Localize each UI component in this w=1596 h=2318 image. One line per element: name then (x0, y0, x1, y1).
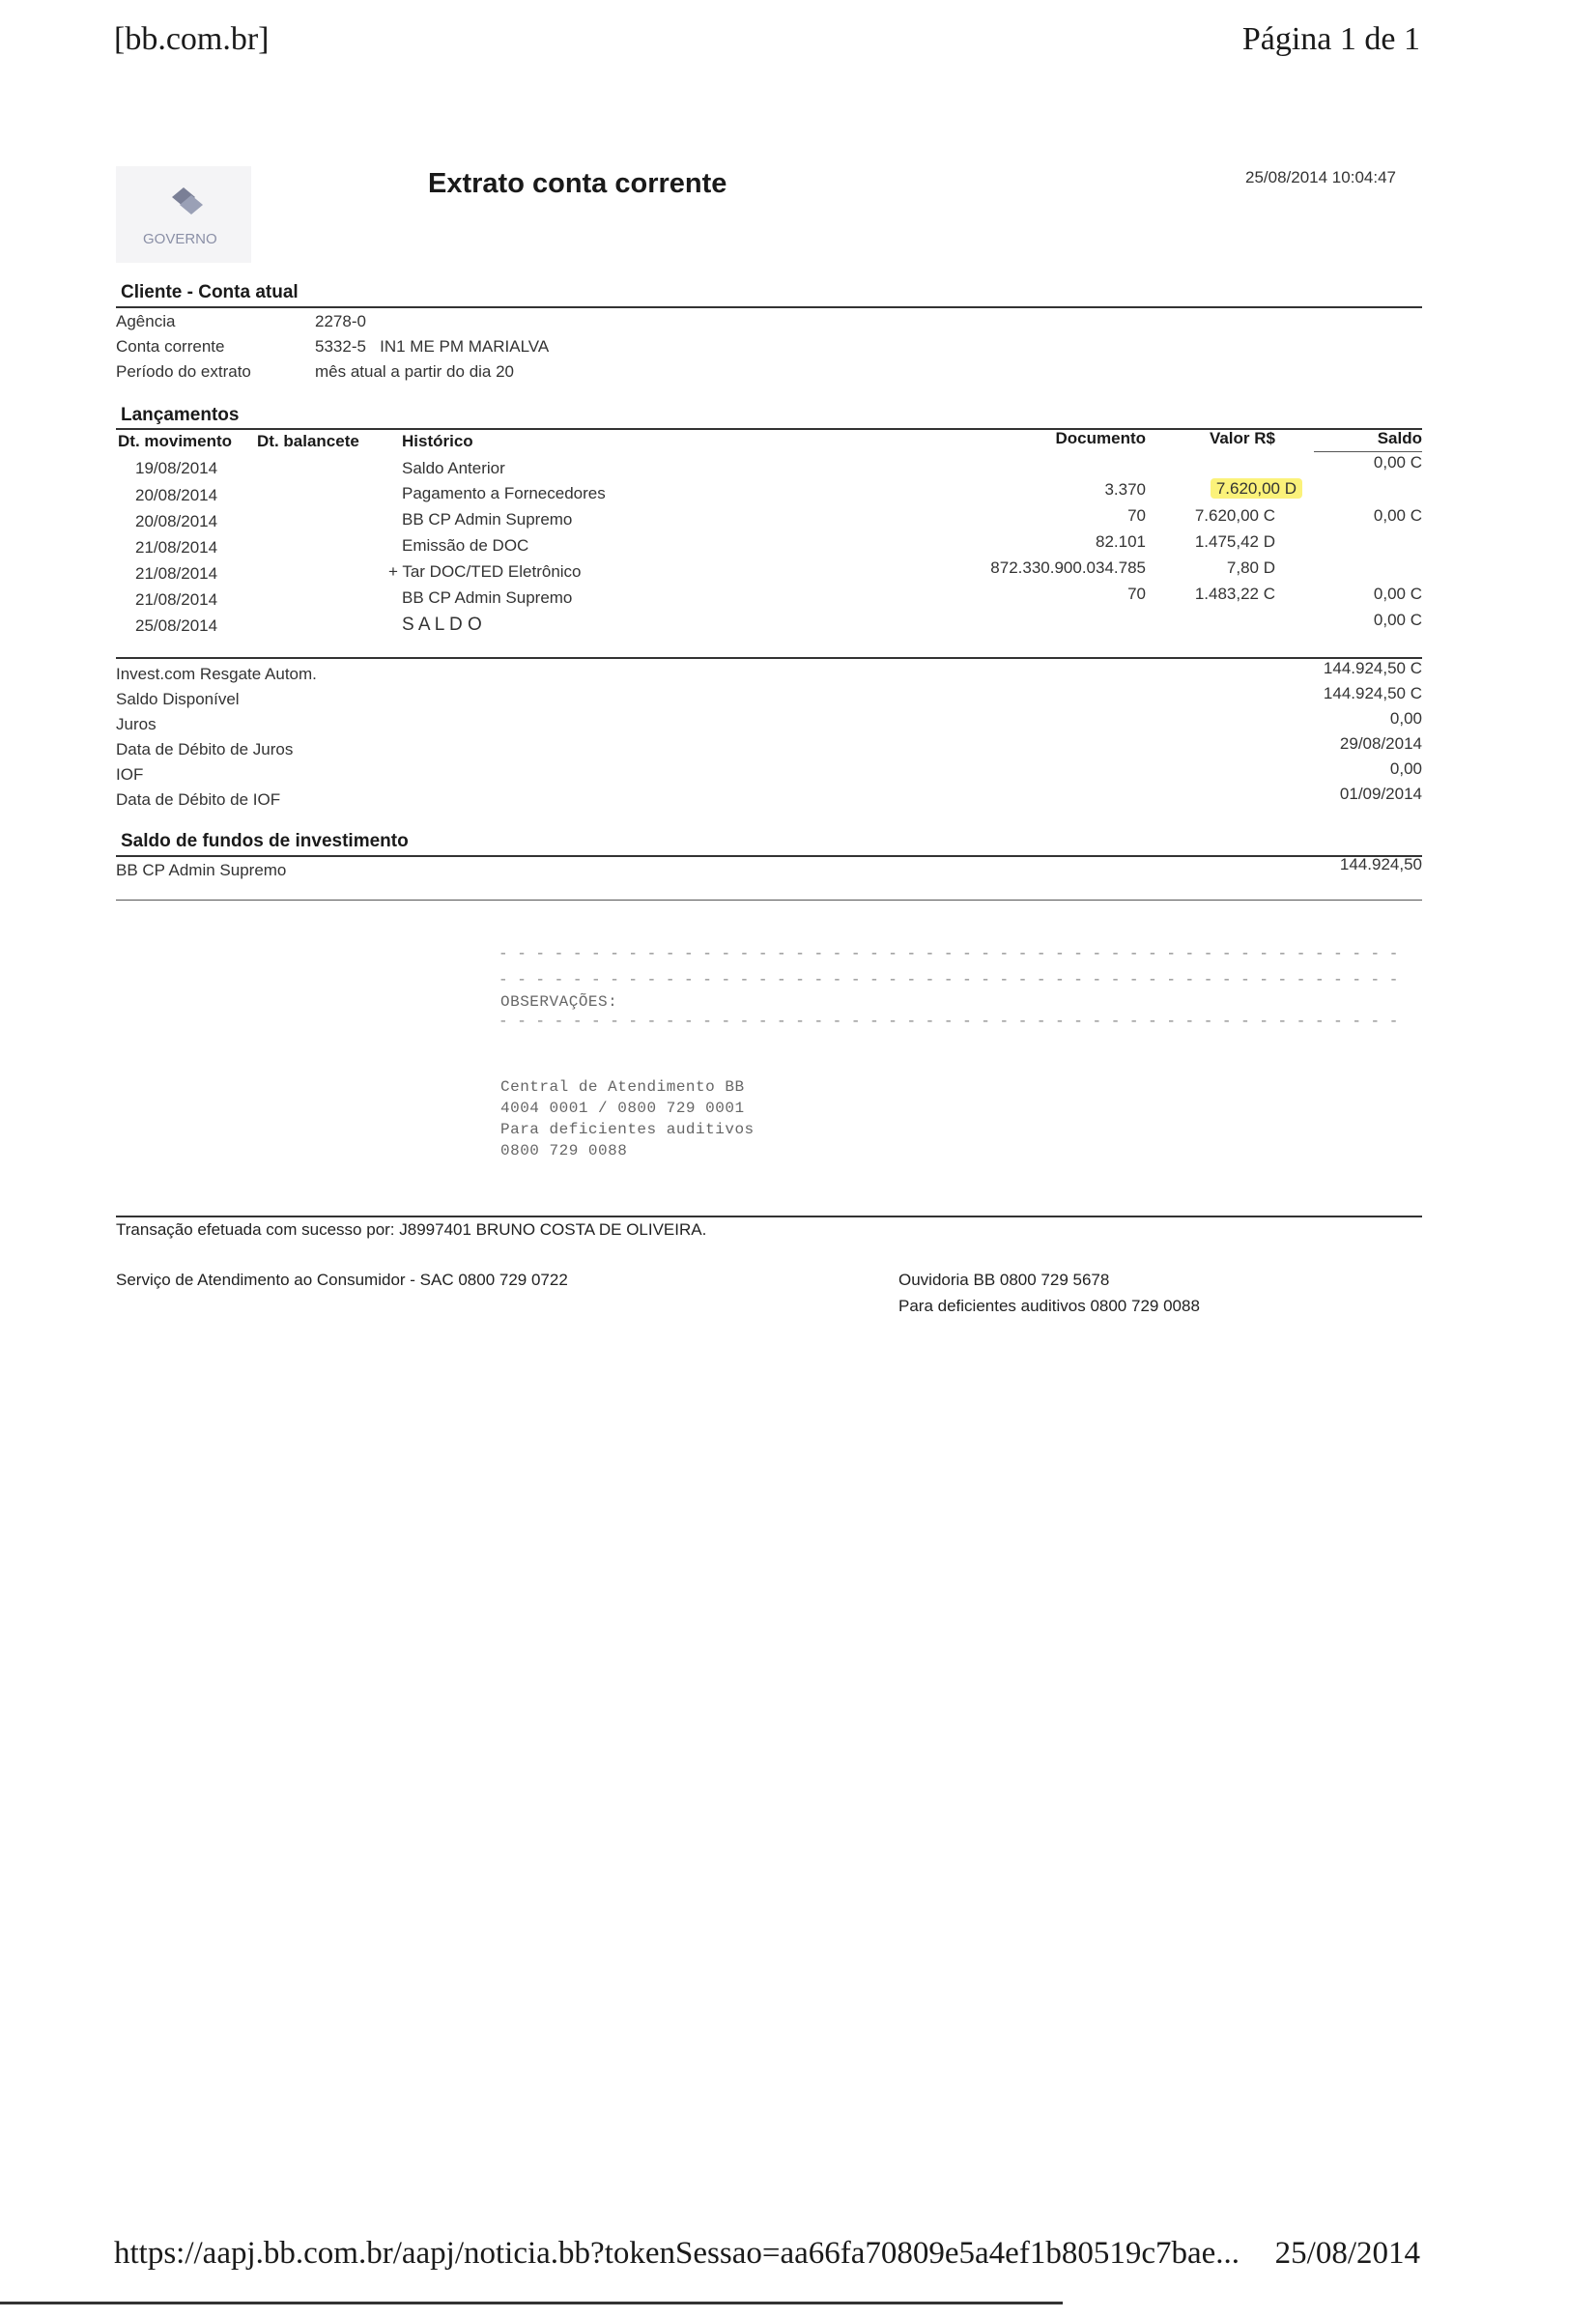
col-header-saldo: Saldo (1377, 429, 1422, 447)
divider (116, 306, 1422, 308)
print-header-page: Página 1 de 1 (1241, 21, 1420, 57)
dashed-rule: - - - - - - - - - - - - - - - - - - - - - - - - - - - - - - - - - - - - - - - - - - - - - - - - - (499, 1013, 1399, 1030)
resumo-value: 29/08/2014 (1339, 734, 1422, 753)
table-row-historico: + Tar DOC/TED Eletrônico (388, 562, 582, 581)
conta-label: Conta corrente (116, 337, 225, 356)
periodo-value: mês atual a partir do dia 20 (315, 362, 515, 381)
bb-governo-logo (116, 166, 251, 263)
table-row-valor (1159, 479, 1302, 499)
observacoes-label: OBSERVAÇÕES: (500, 993, 618, 1011)
table-row-documento: 872.330.900.034.785 (990, 558, 1146, 577)
agencia-value: 2278-0 (315, 312, 366, 330)
fundo-value: 144.924,50 (1339, 855, 1422, 873)
col-header-dt-balancete: Dt. balancete (257, 432, 359, 450)
transacao-status: Transação efetuada com sucesso por: J8997401 BRUNO COSTA DE OLIVEIRA. (116, 1220, 707, 1239)
col-header-valor: Valor R$ (1209, 429, 1275, 447)
resumo-label: Saldo Disponível (116, 690, 240, 708)
table-row-dt-mov: 20/08/2014 (135, 486, 218, 504)
table-row-saldo: 0,00 C (1373, 506, 1422, 525)
table-row-saldo: 0,00 C (1373, 453, 1422, 472)
col-header-historico: Histórico (402, 432, 473, 450)
resumo-value: 144.924,50 C (1323, 659, 1422, 677)
sac-info: Serviço de Atendimento ao Consumidor - SAC 0800 729 0722 (116, 1271, 568, 1289)
resumo-value: 0,00 (1389, 759, 1422, 778)
table-row-historico: Pagamento a Fornecedores (402, 484, 606, 502)
dashed-rule: - - - - - - - - - - - - - - - - - - - - - - - - - - - - - - - - - - - - - - - - - - - - - - - - - (499, 971, 1399, 988)
central-phones: 4004 0001 / 0800 729 0001 (500, 1100, 745, 1117)
table-row-valor: 7,80 D (1226, 558, 1275, 577)
fundos-section-title: Saldo de fundos de investimento (121, 831, 409, 851)
table-row-valor: 1.475,42 D (1194, 532, 1275, 551)
logo-text: GOVERNO (143, 231, 217, 247)
table-row-dt-mov: 21/08/2014 (135, 564, 218, 583)
table-row-historico: Emissão de DOC (402, 536, 529, 555)
divider (116, 900, 1422, 901)
central-atendimento: Central de Atendimento BB (500, 1078, 745, 1096)
deficientes-phone: 0800 729 0088 (500, 1142, 628, 1159)
table-row-dt-mov: 19/08/2014 (135, 459, 218, 477)
cliente-section-title: Cliente - Conta atual (121, 282, 299, 302)
conta-value: 5332-5 IN1 ME PM MARIALVA (315, 337, 550, 356)
resumo-value: 01/09/2014 (1339, 785, 1422, 803)
resumo-label: IOF (116, 765, 144, 784)
col-header-documento: Documento (1055, 429, 1146, 447)
saldo-underline (1314, 451, 1422, 452)
print-footer-url: https://aapj.bb.com.br/aapj/noticia.bb?tokenSessao=aa66fa70809e5a4ef1b80519c7bae... (114, 2236, 1240, 2271)
table-row-dt-mov: 25/08/2014 (135, 616, 218, 635)
periodo-label: Período do extrato (116, 362, 251, 381)
table-row-historico: BB CP Admin Supremo (402, 588, 573, 607)
agencia-label: Agência (116, 312, 176, 330)
resumo-label: Invest.com Resgate Autom. (116, 665, 317, 683)
table-row-historico: BB CP Admin Supremo (402, 510, 573, 529)
bb-logo-icon (116, 166, 251, 263)
table-row-documento: 70 (1127, 585, 1146, 603)
table-row-documento: 70 (1127, 506, 1146, 525)
ouvidoria-line1: Ouvidoria BB 0800 729 5678 (898, 1271, 1110, 1289)
table-row-dt-mov: 21/08/2014 (135, 590, 218, 609)
resumo-value: 144.924,50 C (1323, 684, 1422, 702)
page-title: Extrato conta corrente (428, 168, 727, 199)
table-row-dt-mov: 21/08/2014 (135, 538, 218, 557)
resumo-value: 0,00 (1389, 709, 1422, 728)
table-row-documento: 3.370 (1104, 480, 1146, 499)
lancamentos-section-title: Lançamentos (121, 405, 240, 425)
table-row-valor: 1.483,22 C (1194, 585, 1275, 603)
dashed-rule: - - - - - - - - - - - - - - - - - - - - - - - - - - - - - - - - - - - - - - - - - - - - - - - - - (499, 945, 1399, 962)
deficientes-label: Para deficientes auditivos (500, 1121, 755, 1138)
table-row-documento: 82.101 (1096, 532, 1146, 551)
highlighted-value: 7.620,00 D (1211, 478, 1302, 499)
table-row-saldo: 0,00 C (1373, 611, 1422, 629)
report-timestamp: 25/08/2014 10:04:47 (1245, 168, 1396, 186)
resumo-label: Juros (116, 715, 157, 733)
table-row-saldo: 0,00 C (1373, 585, 1422, 603)
table-row-historico: S A L D O (402, 615, 482, 635)
fundo-name: BB CP Admin Supremo (116, 861, 287, 879)
table-row-valor: 7.620,00 C (1194, 506, 1275, 525)
resumo-label: Data de Débito de IOF (116, 790, 281, 809)
divider (116, 1216, 1422, 1217)
bottom-edge-rule (0, 2302, 1063, 2304)
table-row-historico: Saldo Anterior (402, 459, 505, 477)
col-header-dt-movimento: Dt. movimento (118, 432, 233, 450)
print-header-site: [bb.com.br] (114, 21, 270, 57)
table-row-dt-mov: 20/08/2014 (135, 512, 218, 530)
ouvidoria-line2: Para deficientes auditivos 0800 729 0088 (898, 1297, 1200, 1315)
print-footer-date: 25/08/2014 (1274, 2236, 1420, 2271)
resumo-label: Data de Débito de Juros (116, 740, 294, 758)
